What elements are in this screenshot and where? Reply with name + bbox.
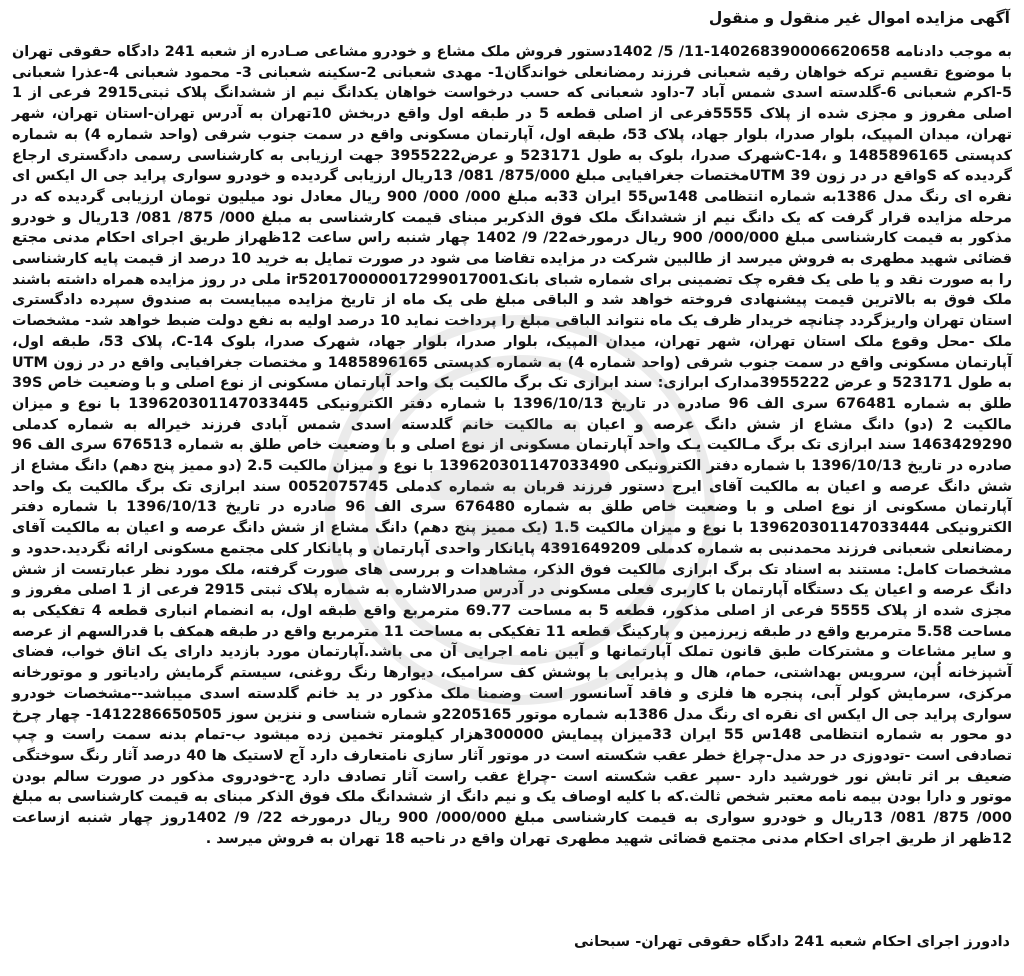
notice-title: آگهی مزایده اموال غیر منقول و منقول (708, 9, 1010, 27)
signature-line: دادورز اجرای احکام شعبه 241 دادگاه حقوقی تهران- سبحانی (573, 934, 1010, 950)
notice-body: به موجب دادنامه 140268390006620658-11/ 5/ 1402دستور فروش ملک مشاع و خودرو مشاعی صـادره از شعبه 241 دادگاه حقوقی تهران با موضوع تقسیم ترکه خواهان رقیه شعبانی فرزند رمضانعلی خواندگان1- مهدی شعبانی 2-سکینه شعبانی 3- محمود شعبانی 4-عذرا شعبانی 5-اکرم شعبانی 6-گلدسته اسدی شمس آباد 7-داود شعبانی که حسب درخواست خواهان یکدانگ نیم از ششدانگ پلاک ثبتی2915 فرعی از 1 اصلی مفروز و مجزی شده از پلاک 5555فرعی از اصلی قطعه 5 در طبقه اول واقع دربخش 10تهران به آدرس تهران-استان تهران، شهر تهران، میدان المپیک، بلوار صدرا، بلوار جهاد، پلاک 53، طبقه اول، آپارتمان مسکونی واقع در سمت جنوب شرقی (واحد شماره 4) به شماره کدپستی 1485896165 و ،14-Cشهرک صدرا، بلوک به طول 523171 و عرض3955222 جهت ارزیابی به کارشناسی رسمی دادگستری ارجاع گردیده که Sواقع در در زون UTM 39مختصات جغرافیایی مبلغ 875/000/ 081/ 13ریال ارزیابی گردیده و خودرو سواری پراید جی ال ایکس ای نقره ای رنگ مدل 1386به شماره انتظامی 148س55 ایران 33به مبلغ 000/ 000/ 900 ریال معادل نود میلیون تومان ارزیابی گردیده که در مرحله مزایده قرار گرفت که یک دانگ نیم از ششدانگ ملک فوق الذکربر مبنای قیمت کارشناسی به مبلغ 000/ 875/ 081/ 13ریال و خودرو مذکور به قیمت کارشناسی مبلغ 000/000/ 900 ریال درمورخه22/ 9/ 1402 چهار شنبه راس ساعت 12ظهراز طریق اجرای احکام مدنی مجتع قضائی شهید مطهری به فروش میرسد از طالبین شرکت در مزایده تقاضا می شود در صورت تمایل به خرید 10 درصد از قیمت پایه کارشناسی را به صورت نقد و یا طی یک فقره چک تضمینی برای شماره شبای بانکir520170000017299017001 ملی در روز مزایده همراه داشته باشند ملک فوق به بالاترین قیمت پیشنهادی فروخته خواهد شد و الباقی مبلغ طی یک ماه از تاریخ مزایده میبایست به صندوق سپرده دادگستری استان تهران واریزگردد چنانچه خریدار ظرف یک ماه نتواند الباقی مبلغ را پرداخت نماید 10 درصد اولیه به نفع دولت ضبط خواهد شد- مشخصات ملک -محل وقوع ملک استان تهران، شهر تهران، میدان المپیک، بلوار صدرا، بلوار جهاد، شهرک صدرا، بلوک C-14، پلاک 53، طبقه اول، آپارتمان مسکونی واقع در سمت جنوب شرقی (واحد شماره 4) به شماره کدپستی 1485896165 و مختصات جغرافیایی واقع در در زون UTM به طول 523171 و عرض 3955222مدارک ابرازی: سند ابرازی تک برگ مالکیت یک واحد آپارتمان مسکونی از نوع اصلی و با وضعیت خاص 39S طلق به شماره 676481 سری الف 96 صادره در تاریخ 1396/10/13 با شماره دفتر الکترونیکی 139620301147033445 با نوع و میزان مالکیت 2 (دو) دانگ مشاع از شش دانگ عرصه و اعیان به مالکیت خانم گلدسته اسدی شمس آبادی فرزند خیراله به شماره کدملی 1463429290 سند ابرازی تک برگ مـالکیت یـک واحد آپارتمان مسکونی از نوع اصلی و با وضعیت خاص طلق به شماره 676513 سری الف 96 صادره در تاریخ 1396/10/13 با شماره دفتر الکترونیکی 139620301147033490 با نوع و میزان مالکیت 2.5 (دو ممیز پنج دهم) دانگ مشاع از شش دانگ عرصه و اعیان به مالکیت آقای ایرج دستور فرزند قربان به شماره کدملی 0052075745 سند ابرازی تک برگ مالکیت یک واحد آپارتمان مسکونی از نوع اصلی و با وضعیت خاص طلق به شماره 676480 سری الف 96 صادره در تاریخ 1396/10/13 با شماره دفتر الکترونیکی 139620301147033444 با نوع و میزان مالکیت 1.5 (یک ممیز پنج دهم) دانگ مشاع از شش دانگ عرصه و اعیان به مالکیت آقای رمضانعلی شعبانی فرزند محمدنبی به شماره کدملی 4391649209 پایانکار واحدی آپارتمان و پایانکار کلی مجتمع مسکونی ارائه نگردید.حدود و مشخصات کامل: مستند به اسناد تک برگ ابرازی مالکیت فوق الذکر، مشاهدات و بررسی های صورت گرفته، ملک مورد نظر عبارتست از شش دانگ عرصه و اعیان یک دستگاه آپارتمان با کاربری فعلی مسکونی در آدرس صدرالاشاره به شماره پلاک ثبتی 2915 فرعی از 1 اصلی مفروز و مجزی شده از پلاک 5555 فرعی از اصلی مذکور، قطعه 5 به مساحت 69.77 مترمربع واقع طبقه اول، به انضمام انباری قطعه 4 تفکیکی به مساحت 5.58 مترمربع واقع در طبقه زیرزمین و پارکینگ قطعه 11 تفکیکی به مساحت 11 مترمربع واقع در طبقه همکف با قدرالسهم از عرصه و سایر مشاعات و مشترکات طبق قانون تملک آپارتمانها و آیین نامه اجرایی آن می باشد.آپارتمان مورد بازدید دارای یک اتاق خواب، فضای آشپزخانه اُپن، سرویس بهداشتی، حمام، هال و پذیرایی با پوشش کف سرامیک، دیوارها رنگ روغنی، سیستم گرمایش رادیاتور و موتورخانه مرکزی، سرمایش کولر آبی، پنجره ها فلزی و فاقد آسانسور است وضمنا ملک مذکور در ید خانم گلدسته اسدی میباشد--مشخصات خودرو سواری پراید جی ال ایکس ای نقره ای رنگ مدل 1386به شماره موتور 2205165و شماره شناسی و ننزین سوز 1412286650505- چهار چرخ دو محور به شماره انتظامی 148س 55 ایران 33میزان پیمایش 300000هزار کیلومتر تخمین زده میشود ب-تمام بدنه سمت راست و چپ تصادفی است -تودوزی در حد مدل-چراغ خطر عقب شکسته است در موتور آثار سازی نامتعارف دارد آج لاستیک ها 40 درصد آثار رنگ سوختگی ضعیف بر اثر تابش نور خورشید دارد -سپر عقب شکسته است -چراغ عقب راست آثار تصادف دارد ج-خودروی مذکور در صورت سالم بودن موتور و دارا بودن بیمه نامه معتبر شخص ثالث.که با کلیه اوصاف یک و نیم دانگ از ششدانگ ملک فوق الذکر مبنای به قیمت کارشناسی به مبلغ 000/ 875/ 081/ 13ریال و خودرو سواری به قیمت کارشناسی مبلغ 000/000/ 900 ریال درمورخه 22/ 9/ 1402روز چهار شنبه ازساعت 12ظهر از طریق اجرای احکام مدنی مجتمع قضائی شهید مطهری تهران واقع در ناحیه 18 تهران به فروش میرسد . (12, 44, 1013, 847)
